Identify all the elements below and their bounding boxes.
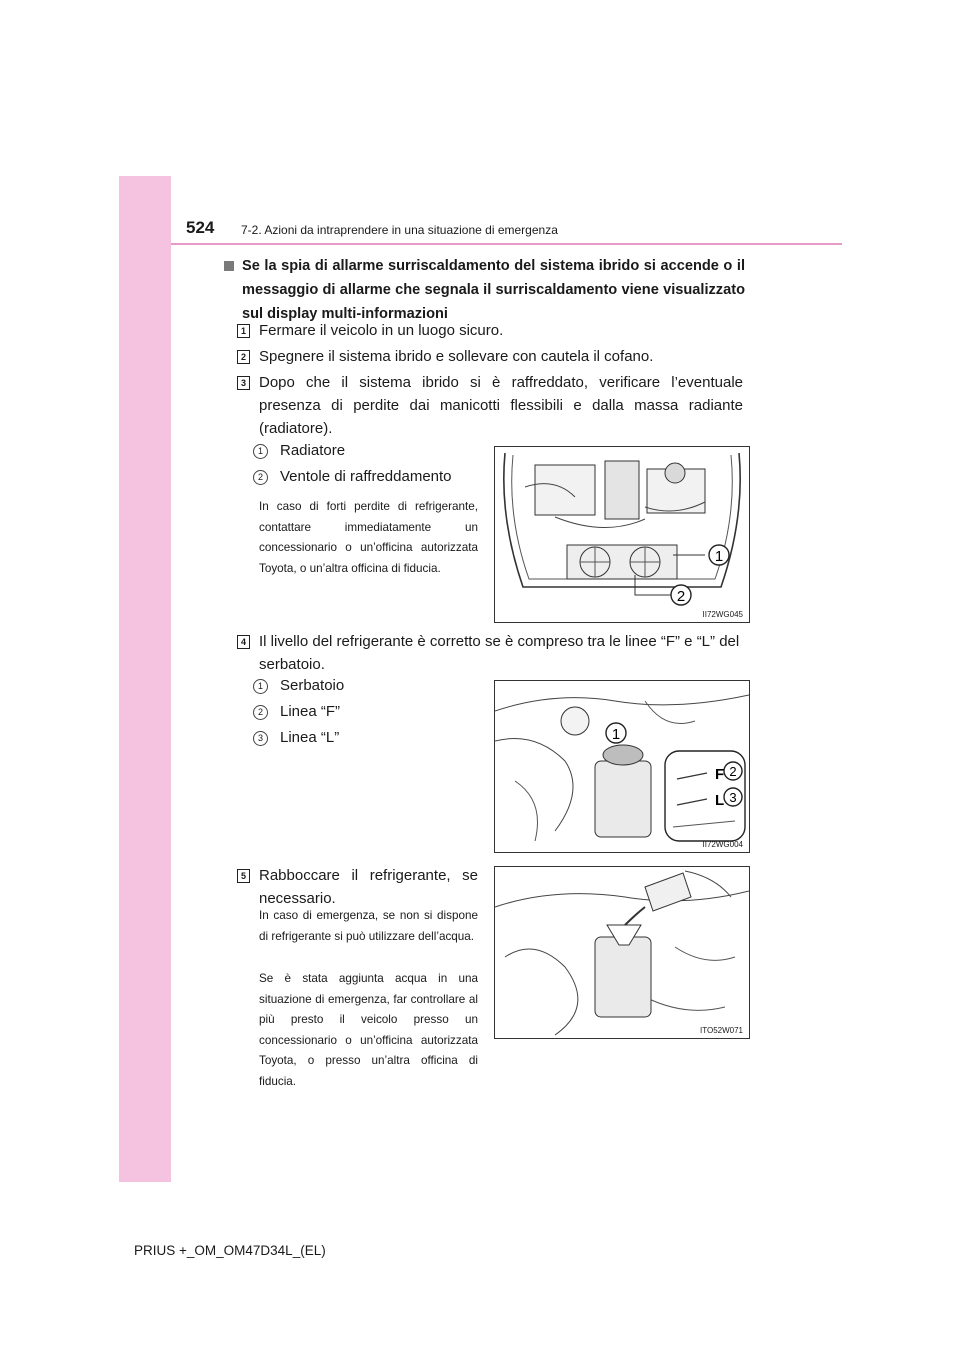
reservoir-illustration: [495, 681, 749, 852]
section-heading: [224, 254, 745, 326]
figure-refill-coolant: [494, 866, 750, 1039]
engine-bay-illustration: [495, 447, 749, 622]
heading-text: Se la spia di allarme surriscaldamento del sistema ibrido si accende o il messaggio di allarme che segnala il surriscaldamento viene visualizzato sul display multi-informazioni: [242, 258, 745, 322]
step-5-note-2: Se è stata aggiunta acqua in una situazione di emergenza, far controllare al più presto il veicolo presso un concessionario o un’officina autorizzata Toyota, o presso un’altra officina di fiducia.: [259, 972, 478, 1088]
figure-code: ITO52W071: [700, 1026, 743, 1035]
callout-label-linea-f: Linea “F”: [280, 703, 341, 720]
document-footer: PRIUS +_OM_OM47D34L_(EL): [134, 1243, 326, 1258]
callout-label-serbatoio: Serbatoio: [280, 677, 345, 694]
figure-label-f: F: [715, 766, 725, 783]
step-3-note: In caso di forti perdite di refrigerante, contattare immediatamente un concessionario o un’officina autorizzata Toyota, o un’altra officina di fiducia.: [259, 500, 478, 575]
step-badge-3: 3: [237, 376, 250, 390]
step-2-text: Spegnere il sistema ibrido e sollevare con cautela il cofano.: [259, 348, 654, 365]
callout-label-linea-l: Linea “L”: [280, 729, 340, 746]
step-5-note-1: In caso di emergenza, se non si dispone di refrigerante si può utilizzare dell’acqua.: [259, 909, 478, 943]
callout-marker-1: 1: [253, 679, 268, 694]
svg-text:2: 2: [676, 588, 686, 605]
step-badge-5: 5: [237, 869, 250, 883]
figure-label-l: L: [715, 792, 725, 809]
step-badge-1: 1: [237, 324, 250, 338]
callout-marker-3: 3: [253, 731, 268, 746]
svg-text:1: 1: [611, 726, 621, 743]
figure-coolant-reservoir: [494, 680, 750, 853]
svg-text:1: 1: [714, 548, 724, 565]
figure-code: II72WG004: [702, 840, 743, 849]
step-5-text: Rabboccare il refrigerante, se necessario.: [259, 867, 478, 907]
step-badge-2: 2: [237, 350, 250, 364]
page-number: 524: [186, 218, 215, 237]
callout-label-ventole: Ventole di raffreddamento: [280, 468, 452, 485]
callout-marker-1: 1: [253, 444, 268, 459]
section-title: 7-2. Azioni da intraprendere in una situazione di emergenza: [241, 223, 558, 237]
header-divider: [171, 243, 842, 245]
step-badge-4: 4: [237, 635, 250, 649]
step-4-text: Il livello del refrigerante è corretto se è compreso tra le linee “F” e “L” del serbatoio.: [259, 633, 740, 673]
svg-text:2: 2: [729, 764, 737, 779]
refill-illustration: [495, 867, 749, 1038]
callout-marker-2: 2: [253, 470, 268, 485]
step-1-text: Fermare il veicolo in un luogo sicuro.: [259, 322, 504, 339]
figure-code: II72WG045: [702, 610, 743, 619]
callout-label-radiatore: Radiatore: [280, 442, 346, 459]
figure-engine-bay: [494, 446, 750, 623]
square-bullet-icon: [224, 261, 234, 271]
step-3-text: Dopo che il sistema ibrido si è raffreddato, verificare l’eventuale presenza di perdite dai manicotti flessibili e dalla massa radiante (radiatore).: [259, 374, 743, 437]
callout-marker-2: 2: [253, 705, 268, 720]
chapter-sidebar: [119, 176, 171, 1182]
svg-text:3: 3: [729, 790, 737, 805]
